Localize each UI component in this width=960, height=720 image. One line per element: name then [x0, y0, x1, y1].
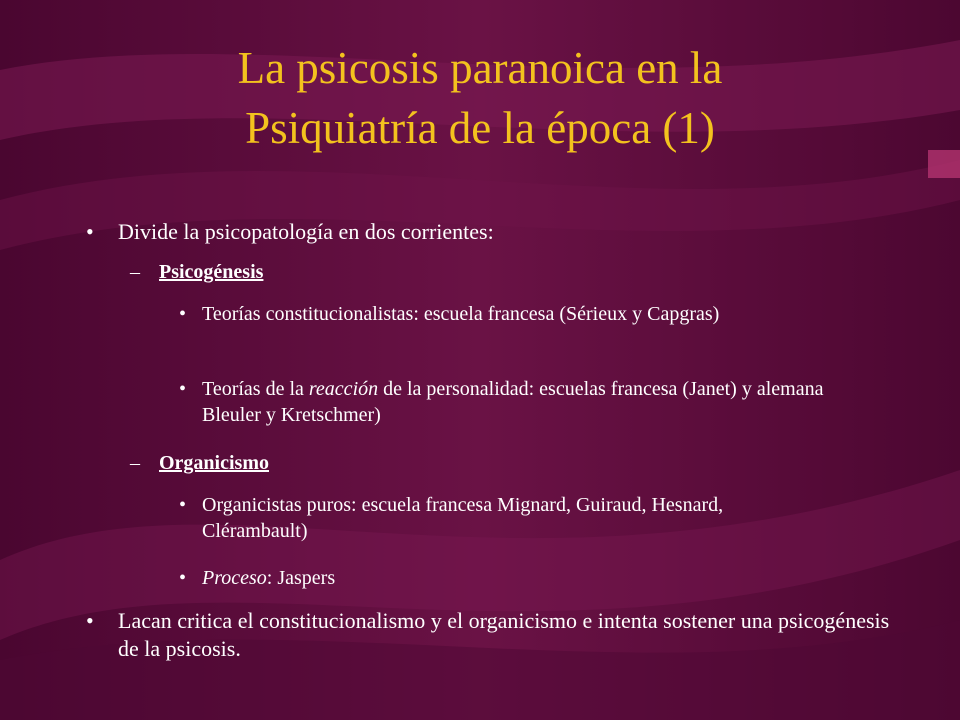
item-constitucionalistas: Teorías constitucionalistas: escuela francesa (Sérieux y Capgras): [202, 303, 720, 325]
dash-marker: –: [130, 452, 140, 474]
item-reaccion: [202, 376, 862, 428]
bullet-divide: Divide la psicopatología en dos corrientes:: [118, 219, 494, 244]
title-line-2: Psiquiatría de la época (1): [245, 103, 715, 153]
bullet-lacan: Lacan critica el constitucionalismo y el organicismo e intenta sostener una psicogénesis de la psicosis.: [118, 608, 890, 661]
subheading-psicogenesis: Psicogénesis: [159, 261, 264, 283]
bullet-marker: •: [179, 378, 187, 400]
title-line-1: La psicosis paranoica en la: [237, 43, 723, 93]
item-reaccion-post: de la personalidad: escuelas francesa (Janet) y alemana Bleuler y Kretschmer): [202, 378, 824, 426]
item-organicistas: Organicistas puros: escuela francesa Mignard, Guiraud, Hesnard, Clérambault): [202, 494, 724, 542]
subheading-organicismo: Organicismo: [159, 452, 269, 474]
bullet-marker: •: [86, 219, 94, 244]
bullet-marker: •: [179, 303, 187, 325]
bullet-marker: •: [86, 608, 94, 633]
item-proceso-post: : Jaspers: [266, 567, 336, 589]
item-proceso-emphasis: Proceso: [202, 567, 267, 589]
bullet-marker: •: [179, 494, 187, 516]
item-reaccion-pre: Teorías de la: [202, 378, 309, 400]
item-proceso: [202, 565, 822, 591]
slide-title: [100, 38, 860, 158]
bullet-marker: •: [179, 567, 187, 589]
item-reaccion-emphasis: reacción: [308, 378, 379, 400]
dash-marker: –: [130, 261, 140, 283]
